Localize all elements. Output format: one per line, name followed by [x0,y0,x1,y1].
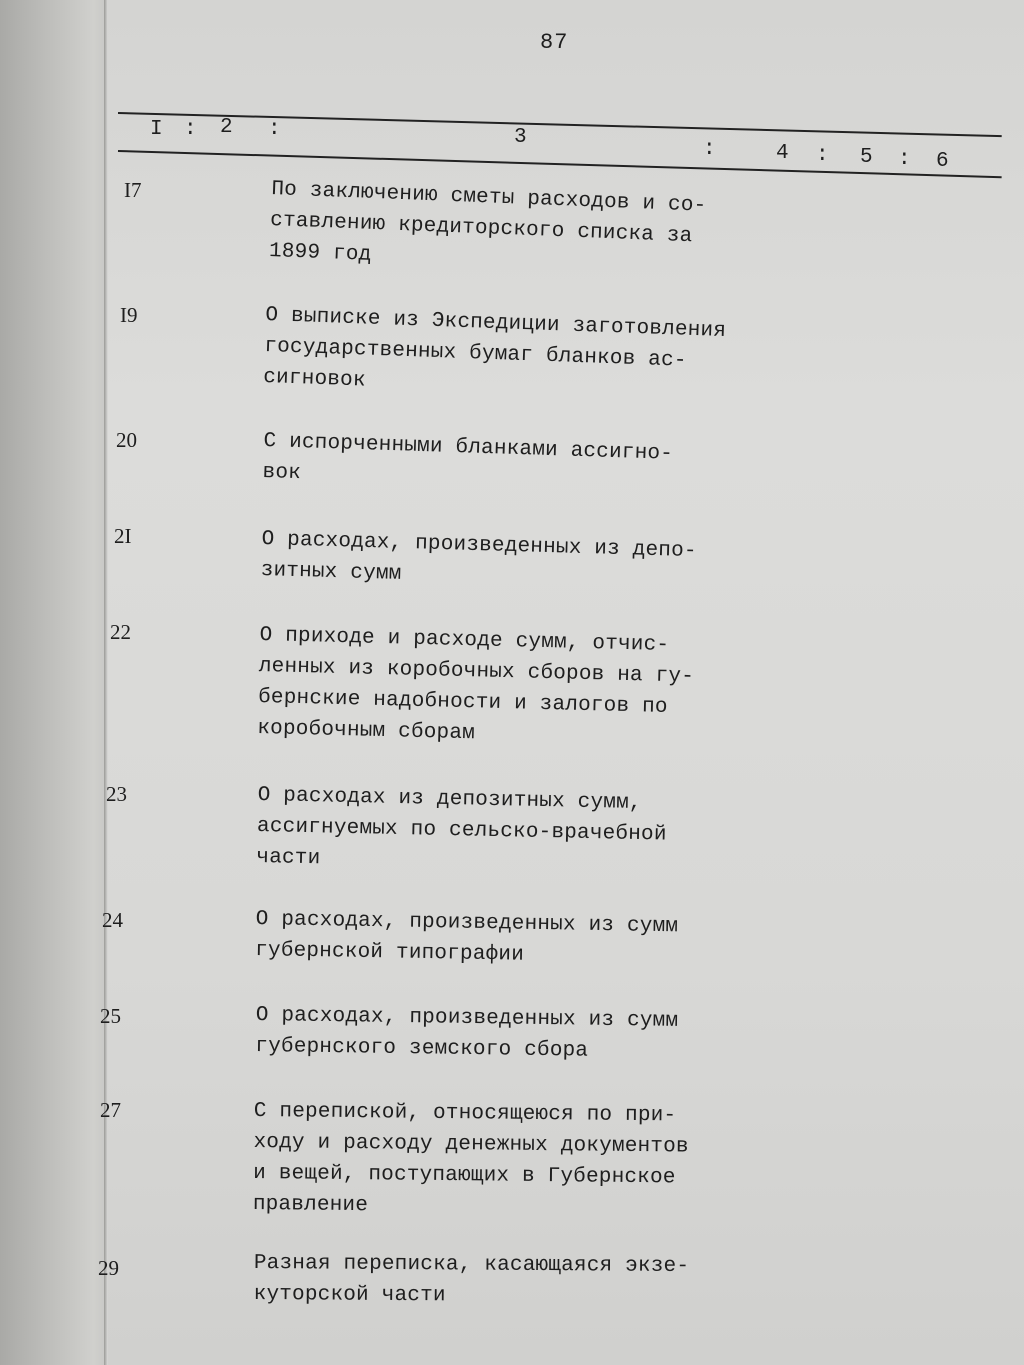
row-number: 29 [98,1256,119,1280]
row-description: О выписке из Экспедиции заготовления государственных бумаг бланков ас- сигновок [262,303,727,393]
page-number: 87 [540,30,569,55]
column-heading-4: 4 [776,142,789,165]
row-number: 20 [116,428,137,452]
column-separator: : [268,118,281,141]
column-separator: : [703,138,716,161]
row-description: С испорченными бланками ассигно- вок [262,429,674,486]
row-description: О расходах, произведенных из депо- зитных сумм [260,527,697,586]
row-description: По заключению сметы расходов и со- ставлению кредиторского списка за 1899 год [268,177,707,267]
row-description: О приходе и расходе сумм, отчис- ленных из коробочных сборов на гу- бернские надобности и залогов по коробочным сборам [257,623,695,746]
column-separator: : [816,144,829,167]
row-number: I9 [120,303,138,327]
row-number: 22 [110,620,131,644]
row-number: I7 [124,178,142,202]
column-heading-3: 3 [514,126,527,149]
row-number: 25 [100,1004,121,1028]
row-description: Разная переписка, касающаяся экзе- куторской части [253,1251,690,1308]
column-heading-1: I [150,118,163,141]
row-number: 2I [114,524,132,548]
row-number: 23 [106,782,127,806]
column-heading-5: 5 [860,146,873,169]
row-description: О расходах, произведенных из сумм губернской типографии [254,907,679,967]
row-number: 24 [102,908,123,932]
column-separator: : [898,148,911,171]
left-facing-page [0,0,110,1365]
row-description: С перепиской, относящеюся по при- ходу и расходу денежных документов и вещей, поступающих в Губернское правление [252,1099,689,1218]
row-number: 27 [100,1098,121,1122]
column-heading-2: 2 [220,116,233,139]
row-description: О расходах из депозитных сумм, ассигнуемых по сельско-врачебной части [256,783,667,871]
column-heading-6: 6 [936,150,949,173]
column-separator: : [184,118,197,141]
row-description: О расходах, произведенных из сумм губернского земского сбора [255,1003,679,1063]
